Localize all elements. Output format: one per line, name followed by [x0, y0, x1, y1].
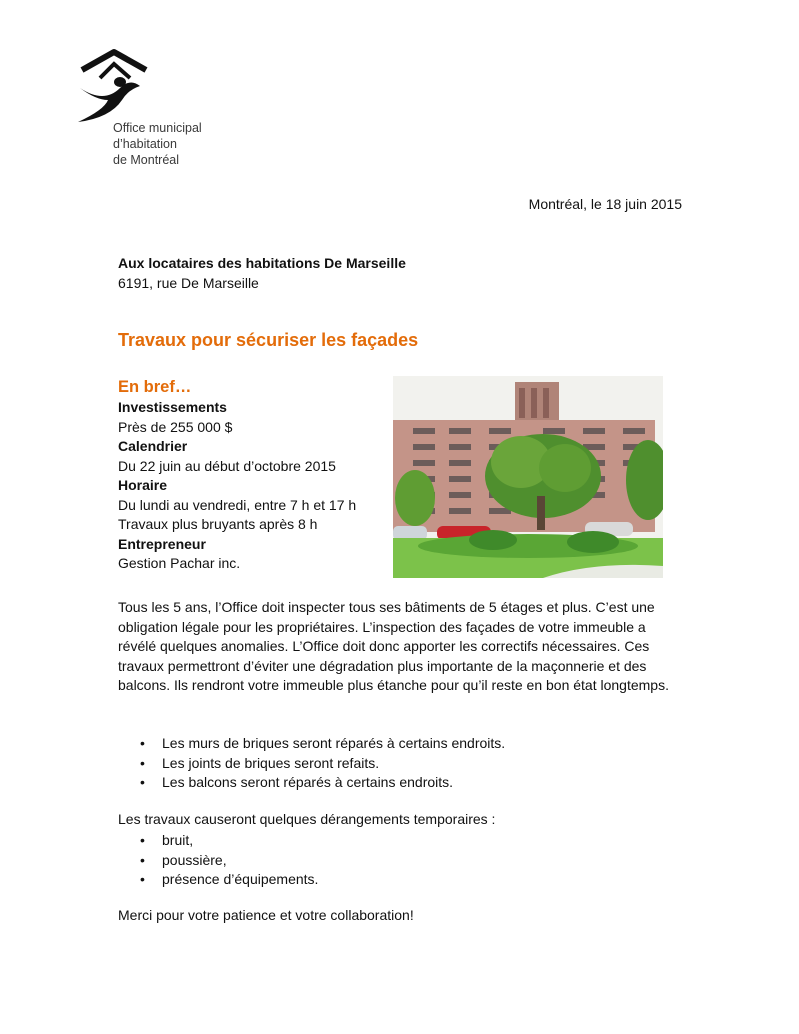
brief-value-schedule-note: Travaux plus bruyants après 8 h	[118, 516, 318, 532]
org-name-line: Office municipal	[113, 121, 202, 135]
brief-title: En bref…	[118, 378, 192, 396]
org-name-line: d’habitation	[113, 137, 177, 151]
brief-value-schedule: Du lundi au vendredi, entre 7 h et 17 h	[118, 496, 357, 513]
recipient-address: 6191, rue De Marseille	[118, 275, 259, 291]
list-item: • bruit,	[140, 831, 318, 851]
list-item: • Les joints de briques seront refaits.	[140, 754, 505, 774]
list-item: • poussière,	[140, 851, 318, 871]
brief-label-calendar: Calendrier	[118, 438, 188, 454]
brief-section	[118, 376, 356, 574]
brief-label-investments: Investissements	[118, 399, 227, 415]
disturbance-list	[140, 831, 318, 890]
logo-house-icon	[74, 48, 214, 128]
brief-value-contractor: Gestion Pachar inc.	[118, 555, 241, 571]
letter-heading: Travaux pour sécuriser les façades	[118, 330, 419, 350]
building-photo	[393, 376, 663, 578]
list-item: • présence d’équipements.	[140, 870, 318, 890]
org-name	[113, 120, 202, 168]
list-item: • Les murs de briques seront réparés à certains endroits.	[140, 734, 505, 754]
disturbance-intro: Les travaux causeront quelques dérangements temporaires :	[118, 811, 496, 827]
work-list	[140, 734, 505, 793]
list-item: • Les balcons seront réparés à certains endroits.	[140, 773, 505, 793]
org-name-line: de Montréal	[113, 153, 180, 167]
body-paragraph: Tous les 5 ans, l’Office doit inspecter tous ses bâtiments de 5 étages et plus. C’est une obligation légale pour les propriétaires. L’inspection des façades de votre immeuble a révélé quelques anomalies. L’Office doit donc apporter les correctifs nécessaires. Ces travaux permettront d’éviter une dégradation plus importante de la maçonnerie et des balcons. Ils rendront votre immeuble plus étanche pour qu’il reste en bon état longtemps.	[118, 599, 669, 693]
brief-value-calendar: Du 22 juin au début d’octobre 2015	[118, 457, 336, 474]
brief-label-schedule: Horaire	[118, 477, 168, 493]
closing-line: Merci pour votre patience et votre collaboration!	[118, 907, 414, 923]
brief-label-contractor: Entrepreneur	[118, 535, 206, 552]
recipient-block	[118, 253, 406, 293]
brief-value-investments: Près de 255 000 $	[118, 418, 233, 435]
recipient-name: Aux locataires des habitations De Marseille	[118, 255, 406, 271]
letter-date: Montréal, le 18 juin 2015	[528, 196, 682, 212]
